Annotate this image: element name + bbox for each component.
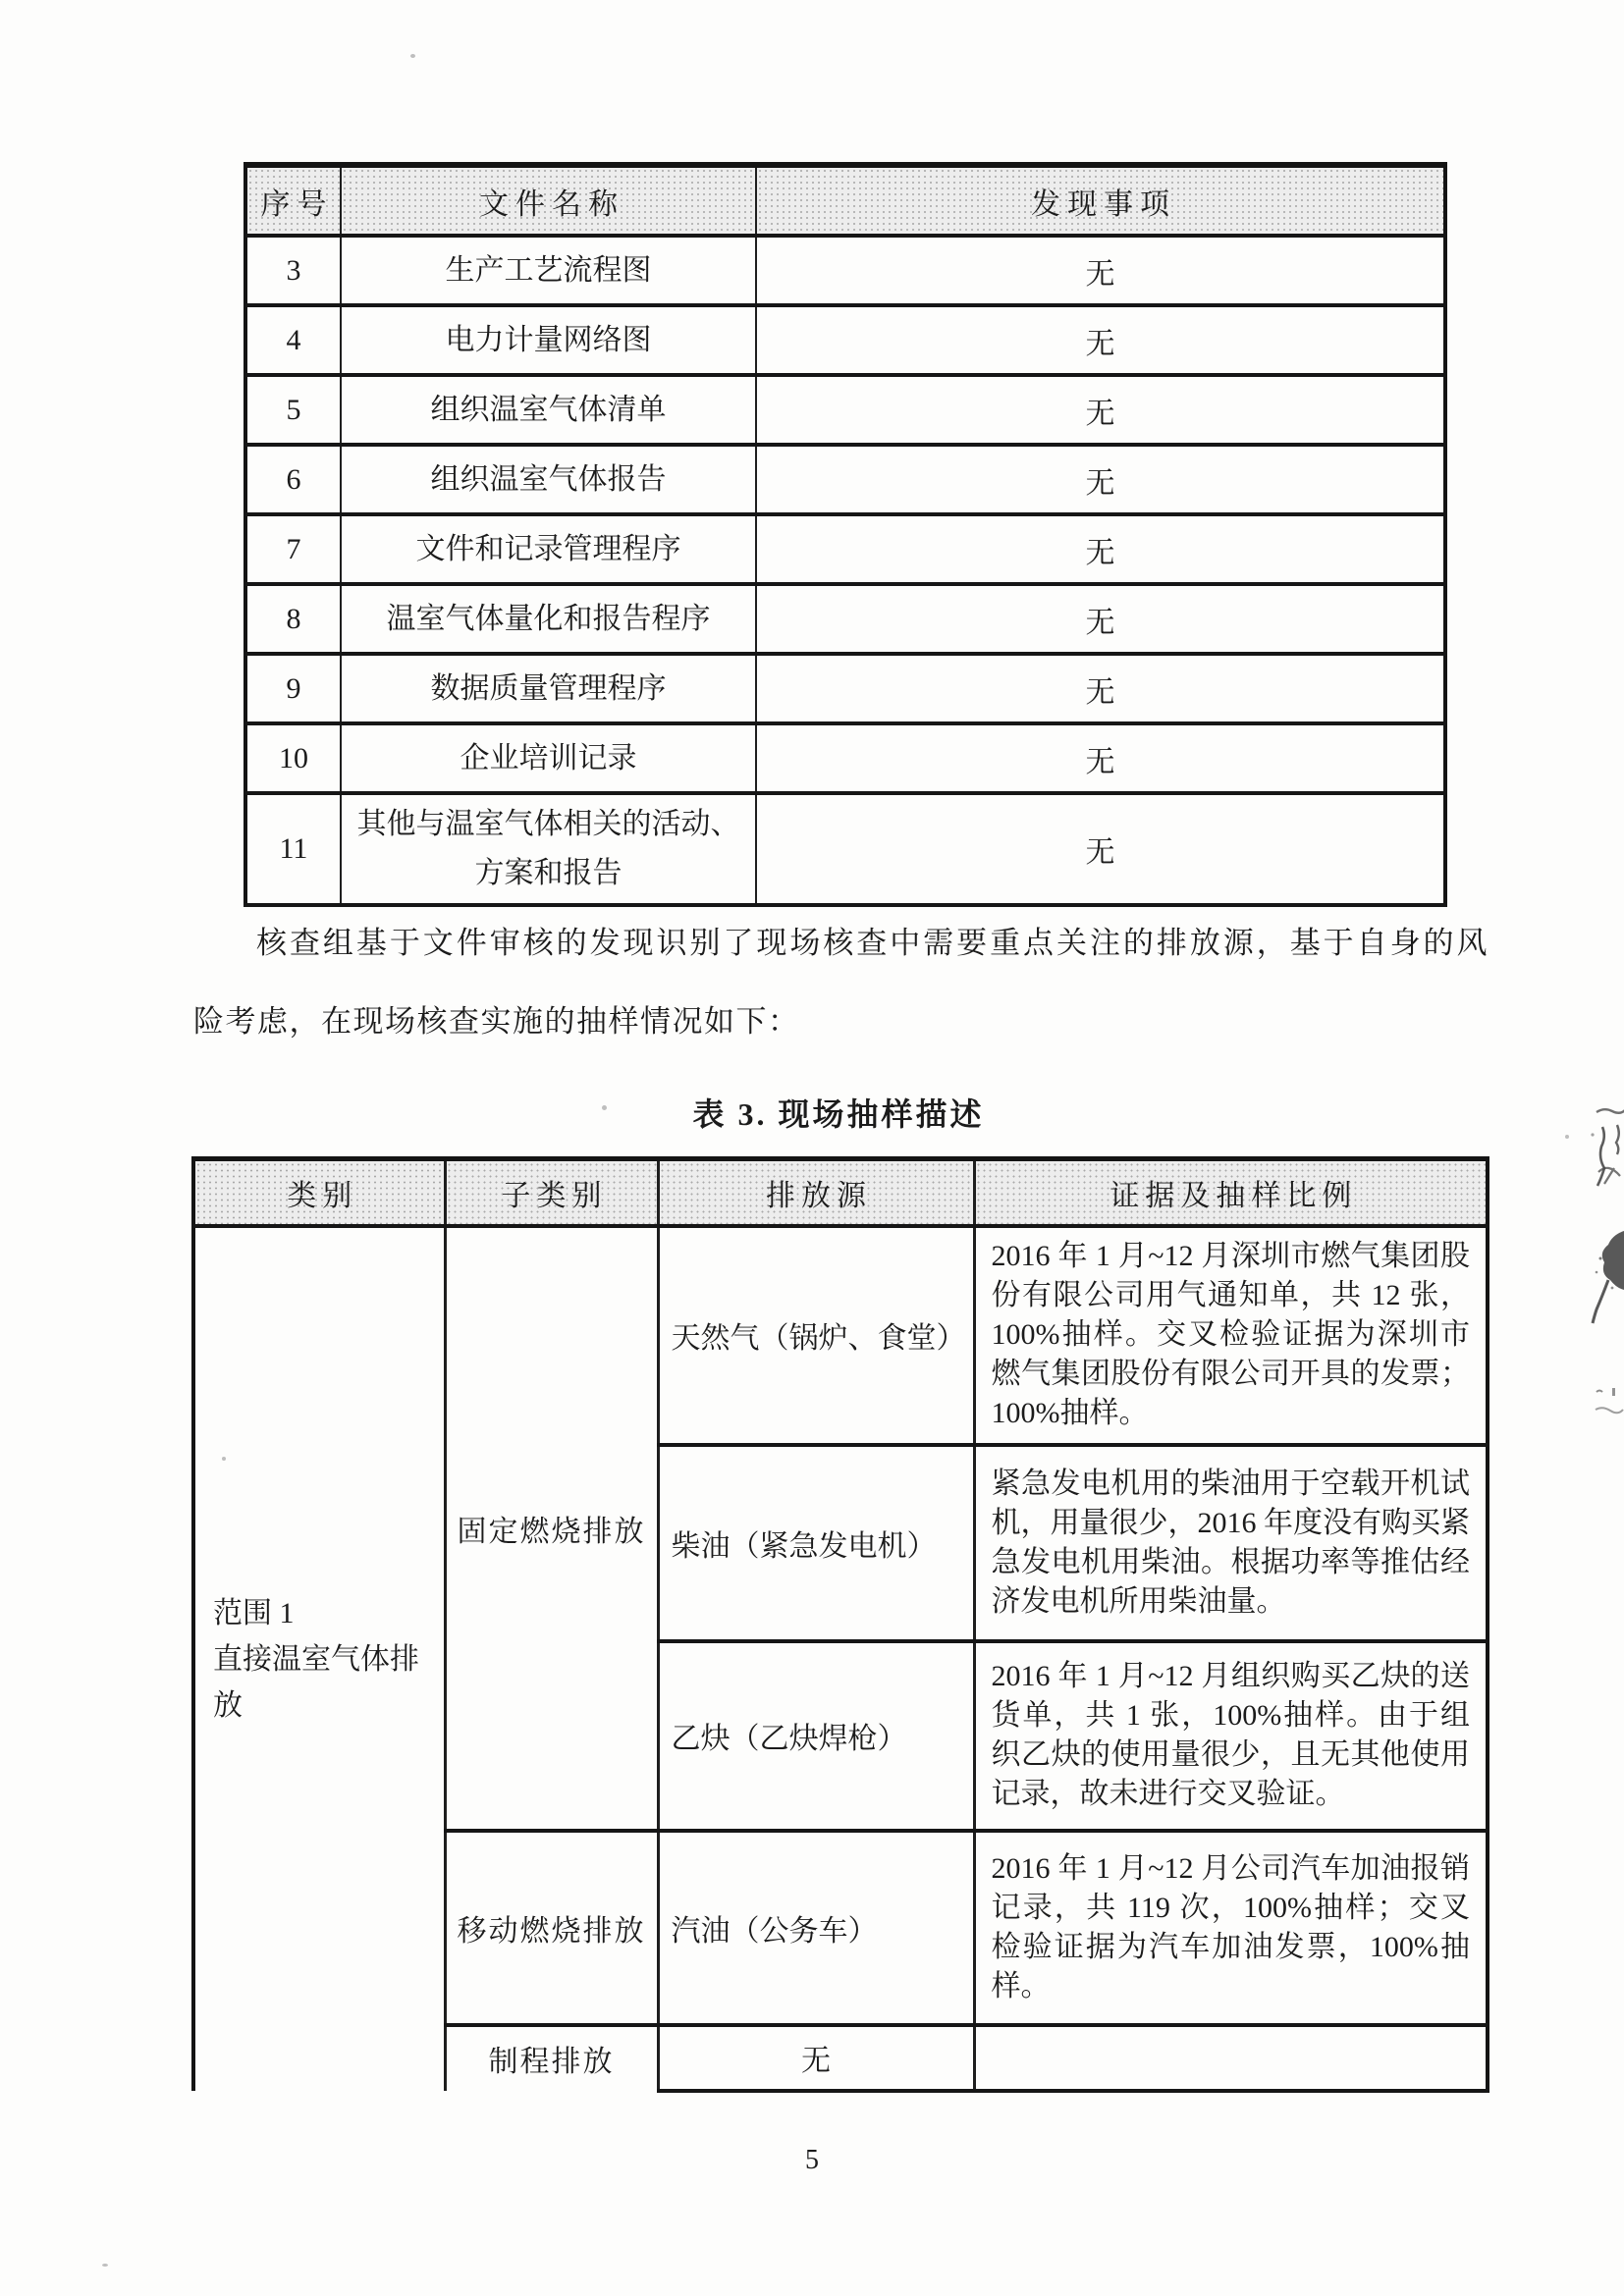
col-header-finding: 发现事项 — [756, 165, 1445, 236]
scan-speck — [102, 2264, 108, 2267]
col-header-file-name: 文件名称 — [341, 165, 756, 236]
row-no: 9 — [245, 654, 341, 723]
emission-source: 柴油（紧急发电机） — [658, 1445, 974, 1641]
scan-speck — [1565, 1135, 1569, 1139]
sampling-table-title: 表 3. 现场抽样描述 — [692, 1096, 985, 1132]
subcategory-mobile: 移动燃烧排放 — [445, 1831, 658, 2025]
row-no: 5 — [245, 375, 341, 445]
scan-speck — [410, 54, 415, 58]
table-row — [245, 375, 1445, 445]
table-row — [245, 654, 1445, 723]
table-row — [245, 236, 1445, 305]
row-no: 10 — [245, 723, 341, 793]
row-no: 8 — [245, 584, 341, 654]
finding: 无 — [756, 793, 1445, 905]
document-review-table — [244, 162, 1447, 907]
col-header-source: 排放源 — [658, 1159, 974, 1226]
table-row — [245, 445, 1445, 514]
file-name: 温室气体量化和报告程序 — [341, 584, 756, 654]
table-row — [245, 793, 1445, 905]
category-scope: 范围 1 — [213, 1596, 295, 1629]
subcategory-process: 制程排放 — [445, 2025, 658, 2091]
file-name: 企业培训记录 — [341, 723, 756, 793]
ink-scribble-artifact — [1591, 1103, 1624, 1194]
sampling-table — [191, 1156, 1489, 2093]
file-name: 数据质量管理程序 — [341, 654, 756, 723]
finding: 无 — [756, 305, 1445, 375]
evidence-text: 2016 年 1 月~12 月公司汽车加油报销记录，共 119 次，100%抽样；交叉检验证据为汽车加油发票，100%抽样。 — [974, 1831, 1488, 2025]
table-row — [245, 514, 1445, 584]
col-header-category: 类别 — [193, 1159, 445, 1226]
row-no: 3 — [245, 236, 341, 305]
narrative-paragraph — [193, 904, 1489, 1061]
finding: 无 — [756, 654, 1445, 723]
file-name: 文件和记录管理程序 — [341, 514, 756, 584]
category-scope1-cell — [193, 1226, 445, 2091]
emission-source: 汽油（公务车） — [658, 1831, 974, 2025]
row-no: 11 — [245, 793, 341, 905]
table-row — [245, 584, 1445, 654]
table-header-row — [193, 1159, 1488, 1226]
emission-source: 天然气（锅炉、食堂） — [658, 1226, 974, 1445]
subcategory-stationary: 固定燃烧排放 — [445, 1226, 658, 1831]
table-row — [245, 305, 1445, 375]
emission-source: 无 — [658, 2025, 974, 2091]
ink-specks-artifact — [1593, 1384, 1624, 1417]
evidence-text: 紧急发电机用的柴油用于空载开机试机，用量很少，2016 年度没有购买紧急发电机用柴油。根据功率等推估经济发电机所用柴油量。 — [974, 1445, 1488, 1641]
finding: 无 — [756, 584, 1445, 654]
paragraph-line: 险考虑，在现场核查实施的抽样情况如下： — [193, 1004, 800, 1039]
row-no: 4 — [245, 305, 341, 375]
file-name: 其他与温室气体相关的活动、方案和报告 — [341, 793, 756, 905]
paragraph-line: 核查组基于文件审核的发现识别了现场核查中需要重点关注的排放源，基于自身的风 — [256, 926, 1489, 960]
file-name: 电力计量网络图 — [341, 305, 756, 375]
evidence-text: 2016 年 1 月~12 月深圳市燃气集团股份有限公司用气通知单，共 12 张，100%抽样。交叉检验证据为深圳市燃气集团股份有限公司开具的发票；100%抽样。 — [974, 1226, 1488, 1445]
finding: 无 — [756, 236, 1445, 305]
page-number: 5 — [805, 2145, 819, 2175]
file-name: 组织温室气体清单 — [341, 375, 756, 445]
file-name: 生产工艺流程图 — [341, 236, 756, 305]
row-no: 7 — [245, 514, 341, 584]
table-header-row — [245, 165, 1445, 236]
col-header-evidence: 证据及抽样比例 — [974, 1159, 1488, 1226]
ink-blot-artifact — [1589, 1229, 1624, 1327]
finding: 无 — [756, 723, 1445, 793]
table-row-natural-gas — [193, 1226, 1488, 1445]
finding: 无 — [756, 375, 1445, 445]
col-header-subcategory: 子类别 — [445, 1159, 658, 1226]
file-name: 组织温室气体报告 — [341, 445, 756, 514]
finding: 无 — [756, 445, 1445, 514]
row-no: 6 — [245, 445, 341, 514]
evidence-text: 2016 年 1 月~12 月组织购买乙炔的送货单，共 1 张，100%抽样。由于组织乙炔的使用量很少，且无其他使用记录，故未进行交叉验证。 — [974, 1641, 1488, 1831]
finding: 无 — [756, 514, 1445, 584]
table-row — [245, 723, 1445, 793]
emission-source: 乙炔（乙炔焊枪） — [658, 1641, 974, 1831]
evidence-text — [974, 2025, 1488, 2091]
col-header-no: 序号 — [245, 165, 341, 236]
category-name: 直接温室气体排放 — [213, 1642, 419, 1722]
